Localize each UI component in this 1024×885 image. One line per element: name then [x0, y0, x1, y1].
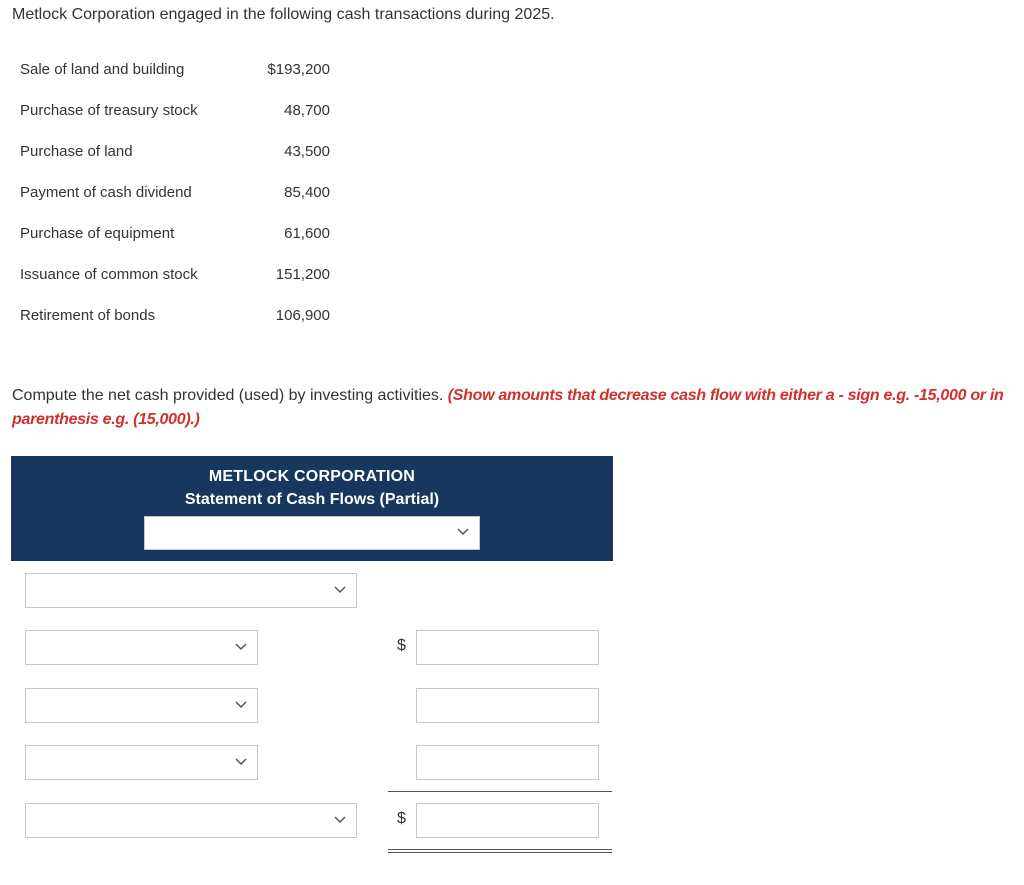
total-amount-input[interactable] [416, 803, 599, 838]
question-prompt: Compute the net cash provided (used) by investing activities. [12, 387, 448, 404]
chevron-down-icon [235, 758, 247, 766]
transaction-row [20, 138, 330, 179]
double-rule-top [388, 849, 612, 850]
question-hint: (Show amounts that decrease cash flow with either a - sign e.g. -15,000 or in parenthesis e.g. (15,000).) [12, 387, 1004, 428]
statement-header [11, 456, 613, 561]
question-text [12, 384, 1012, 432]
amount-input-2[interactable] [416, 688, 599, 723]
amount-input-3[interactable] [416, 745, 599, 780]
chevron-down-icon [334, 586, 346, 594]
transaction-label: Purchase of land [20, 143, 133, 160]
transaction-amount: 48,700 [284, 102, 330, 119]
transaction-label: Issuance of common stock [20, 266, 198, 283]
item-select-2[interactable] [25, 688, 258, 723]
total-select[interactable] [25, 803, 357, 838]
chevron-down-icon [235, 701, 247, 709]
chevron-down-icon [235, 643, 247, 651]
company-name: METLOCK CORPORATION [208, 468, 416, 485]
transaction-row [20, 261, 330, 302]
transaction-label: Sale of land and building [20, 61, 185, 78]
double-rule-bottom [388, 852, 612, 853]
transactions-table [20, 56, 330, 343]
transaction-label: Purchase of equipment [20, 225, 175, 242]
item-select-1[interactable] [25, 630, 258, 665]
transaction-row [20, 179, 330, 220]
transaction-amount: 106,900 [275, 307, 330, 324]
transaction-row [20, 220, 330, 261]
currency-symbol: $ [397, 637, 406, 654]
chevron-down-icon [334, 816, 346, 824]
transaction-label: Payment of cash dividend [20, 184, 192, 201]
transaction-amount: 43,500 [284, 143, 330, 160]
transaction-amount: 151,200 [275, 266, 330, 283]
subtotal-rule [388, 791, 612, 792]
transaction-amount: $193,200 [267, 61, 330, 78]
transaction-label: Purchase of treasury stock [20, 102, 198, 119]
intro-text: Metlock Corporation engaged in the following cash transactions during 2025. [12, 6, 555, 23]
transaction-row [20, 302, 330, 343]
period-select[interactable] [144, 516, 480, 550]
transaction-row [20, 97, 330, 138]
currency-symbol: $ [397, 810, 406, 827]
transaction-amount: 61,600 [284, 225, 330, 242]
statement-title: Statement of Cash Flows (Partial) [184, 491, 440, 508]
item-select-3[interactable] [25, 745, 258, 780]
section-select[interactable] [25, 573, 357, 608]
transaction-amount: 85,400 [284, 184, 330, 201]
chevron-down-icon [457, 528, 469, 536]
amount-input-1[interactable] [416, 630, 599, 665]
transaction-row [20, 56, 330, 97]
transaction-label: Retirement of bonds [20, 307, 156, 324]
